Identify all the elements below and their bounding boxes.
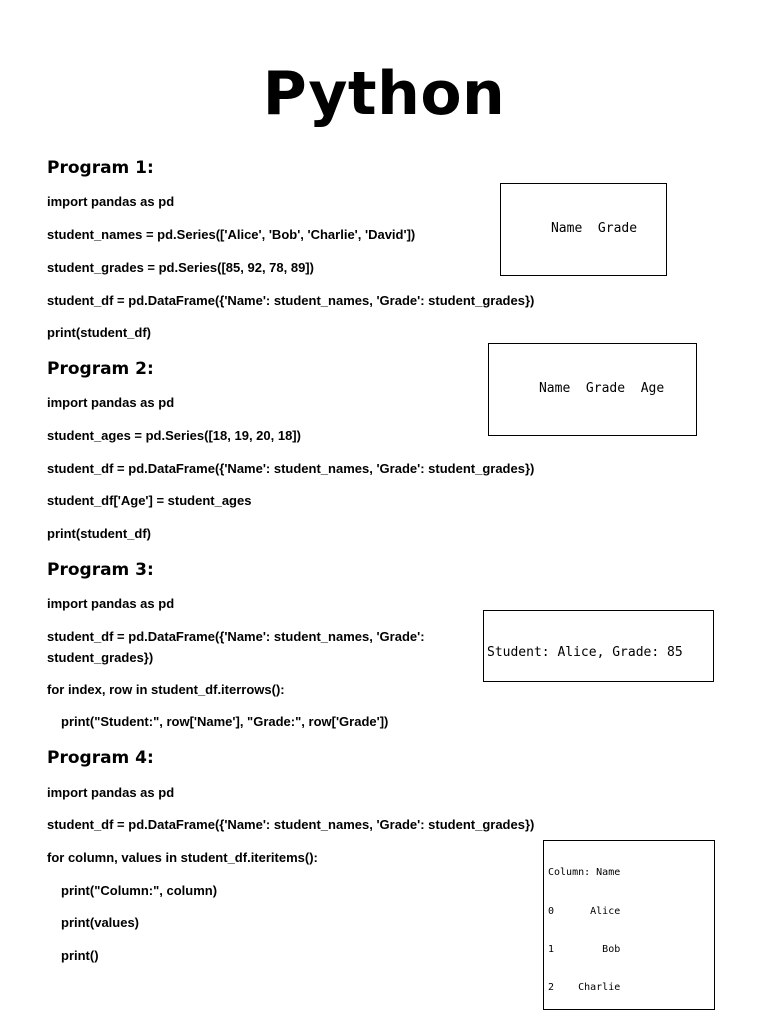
program-1-code-line: student_df = pd.DataFrame({'Name': student_names, 'Grade': student_grades}) [47, 293, 535, 308]
program-1-output [500, 183, 667, 276]
program-3-code-line: print("Student:", row['Name'], "Grade:", row['Grade']) [61, 714, 389, 729]
program-2-code-line: student_df = pd.DataFrame({'Name': student_names, 'Grade': student_grades}) [47, 461, 535, 476]
program-4-code-line: print(values) [61, 915, 140, 930]
program-3-code-line: student_df = pd.DataFrame({'Name': student_names, 'Grade': [47, 629, 425, 644]
output-line: Name Grade Age [492, 381, 665, 396]
program-4-code-line: print("Column:", column) [61, 883, 218, 898]
program-3-heading: Program 3: [47, 560, 154, 580]
output-line: Column: Name [548, 867, 621, 879]
program-3-code-line: import pandas as pd [47, 596, 175, 611]
output-line: 2 Charlie [548, 981, 621, 993]
output-line [504, 273, 663, 277]
program-2-code-line: import pandas as pd [47, 395, 175, 410]
program-4-code-line: for column, values in student_df.iteritems(): [47, 850, 318, 865]
output-line: 0 Alice [548, 905, 621, 917]
program-4-code-line: import pandas as pd [47, 785, 175, 800]
output-line: 1 Bob [548, 943, 621, 955]
program-3-code-line: student_grades}) [47, 650, 154, 665]
program-2-code-line: student_ages = pd.Series([18, 19, 20, 18]) [47, 428, 301, 443]
program-4-code-line: print() [61, 948, 99, 963]
program-4-heading: Program 4: [47, 748, 154, 768]
program-1-code-line: import pandas as pd [47, 194, 175, 209]
output-line: Name Grade [504, 221, 638, 236]
program-4-output [543, 840, 715, 1010]
program-1-code-line: print(student_df) [47, 325, 151, 340]
program-1-code-line: student_names = pd.Series(['Alice', 'Bob', 'Charlie', 'David']) [47, 227, 416, 242]
program-2-output [488, 343, 697, 436]
output-line: Student: Alice, Grade: 85 [487, 645, 683, 660]
program-4-code-line: student_df = pd.DataFrame({'Name': student_names, 'Grade': student_grades}) [47, 817, 535, 832]
output-line [492, 433, 693, 437]
program-2-code-line: student_df['Age'] = student_ages [47, 493, 252, 508]
program-2-code-line: print(student_df) [47, 526, 151, 541]
program-2-heading: Program 2: [47, 359, 154, 379]
program-3-output [483, 610, 714, 682]
program-3-code-line: for index, row in student_df.iterrows(): [47, 682, 285, 697]
program-1-heading: Program 1: [47, 158, 154, 178]
page-title: Python [262, 59, 506, 129]
program-1-code-line: student_grades = pd.Series([85, 92, 78, 89]) [47, 260, 314, 275]
